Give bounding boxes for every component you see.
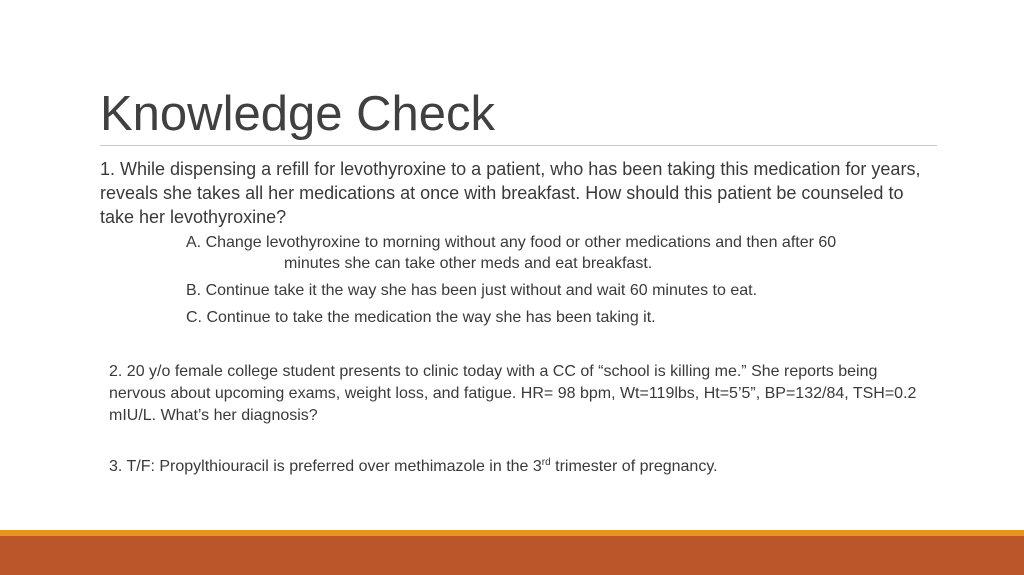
question-1-option-a [186, 232, 926, 274]
question-1-text: 1. While dispensing a refill for levothyroxine to a patient, who has been taking this medication for years, reveals she takes all her medications at once with breakfast. How should this patient be counseled to take her levothyroxine? [100, 159, 921, 227]
question-3-text [109, 456, 718, 478]
question-3-text-before: 3. T/F: Propylthiouracil is preferred over methimazole in the 3 [109, 458, 542, 475]
question-1-option-b: B. Continue take it the way she has been just without and wait 60 minutes to eat. [186, 282, 758, 299]
question-3-text-after: trimester of pregnancy. [550, 458, 718, 475]
footer-band [0, 536, 1024, 575]
option-a-line-1: A. Change levothyroxine to morning without any food or other medications and then after 60 [186, 234, 837, 251]
question-3-superscript: rd [541, 457, 551, 468]
title-divider [100, 145, 937, 146]
option-a-line-2: minutes she can take other meds and eat breakfast. [284, 255, 653, 272]
slide-title: Knowledge Check [100, 87, 495, 141]
question-2-text: 2. 20 y/o female college student presents to clinic today with a CC of “school is killing me.” She reports being nervous about upcoming exams, weight loss, and fatigue. HR= 98 bpm, Wt=119lbs, Ht=5’5”, BP=132/84, TSH=0.2 mIU/L. What’s her diagnosis? [109, 363, 917, 424]
question-1-option-c: C. Continue to take the medication the way she has been taking it. [186, 309, 656, 326]
